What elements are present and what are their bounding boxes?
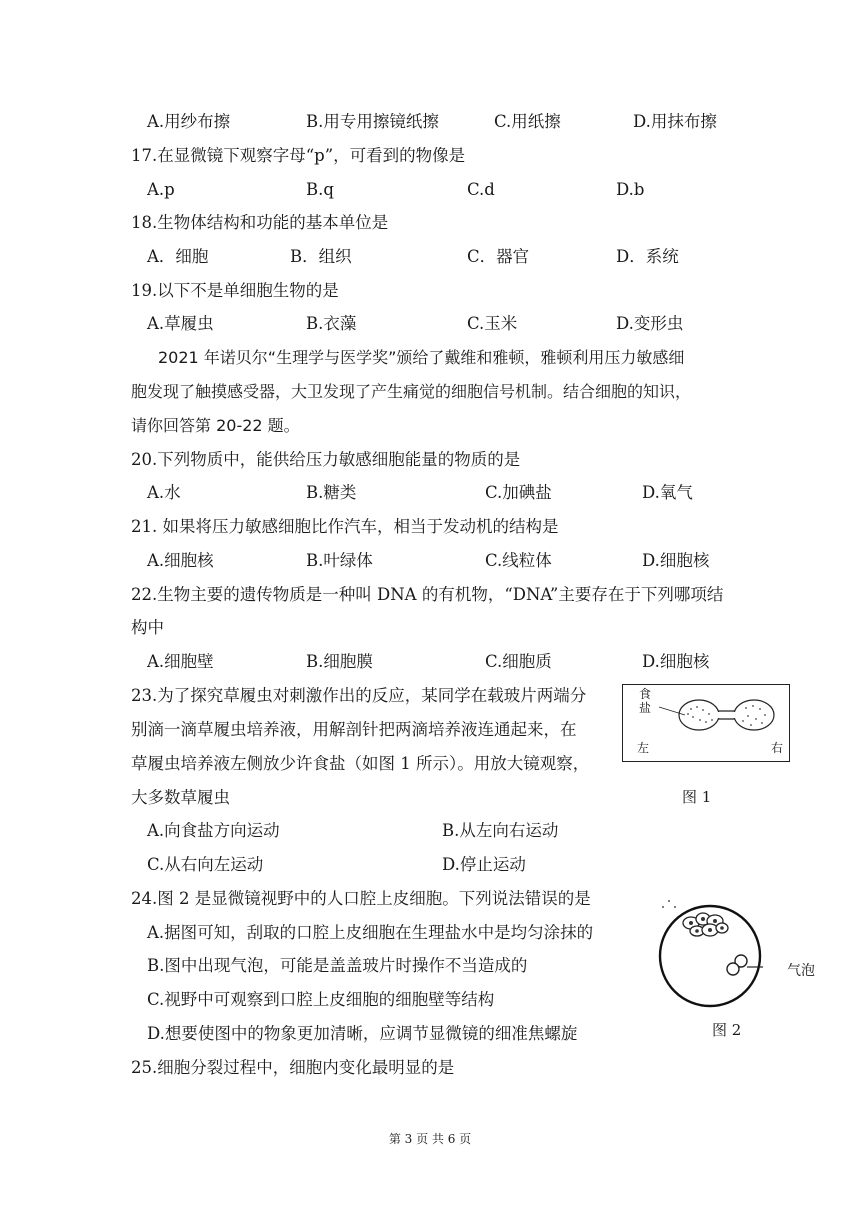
q19-option-c: C.玉米 (467, 314, 518, 333)
q21-option-a: A.细胞核 (147, 551, 214, 570)
q16-option-d: D.用抹布擦 (633, 112, 717, 131)
q19-option-d: D.变形虫 (616, 314, 684, 333)
q24-option-b: B.图中出现气泡，可能是盖盖玻片时操作不当造成的 (147, 956, 528, 975)
q20-option-d: D.氧气 (642, 483, 693, 502)
q22-option-b: B.细胞膜 (306, 652, 373, 671)
q22-option-d: D.细胞核 (642, 652, 710, 671)
figure-2-bubble-label: 气泡 (787, 963, 815, 979)
q21-option-c: C.线粒体 (485, 551, 552, 570)
q18-option-c: C．器官 (467, 247, 530, 266)
q22-option-c: C.细胞质 (485, 652, 552, 671)
passage-line-1: 2021 年诺贝尔“生理学与医学奖”颁给了戴维和雅顿，雅顿利用压力敏感细 (158, 348, 685, 367)
figure-2-caption: 图 2 (712, 1021, 742, 1039)
figure-1-left-label: 左 (637, 741, 650, 755)
figure-1-caption: 图 1 (682, 788, 712, 806)
q18-option-d: D．系统 (616, 247, 679, 266)
q17-option-a: A.p (147, 180, 175, 199)
q17-option-b: B.q (306, 180, 334, 199)
q16-option-a: A.用纱布擦 (147, 112, 231, 131)
q25-stem: 25.细胞分裂过程中，细胞内变化最明显的是 (131, 1058, 455, 1077)
q19-stem: 19.以下不是单细胞生物的是 (131, 281, 339, 300)
passage-line-3: 请你回答第 20-22 题。 (131, 416, 300, 435)
q20-option-a: A.水 (147, 483, 181, 502)
q22-stem-line-2: 构中 (131, 618, 164, 637)
q16-option-c: C.用纸擦 (494, 112, 561, 131)
q17-stem: 17.在显微镜下观察字母“p”，可看到的物像是 (131, 146, 466, 165)
figure-1-salt-label: 食盐 (639, 687, 652, 715)
q24-option-c: C.视野中可观察到口腔上皮细胞的细胞壁等结构 (147, 990, 495, 1009)
figure-2-microscope-view (655, 893, 825, 1019)
q24-stem: 24.图 2 是显微镜视野中的人口腔上皮细胞。下列说法错误的是 (131, 889, 591, 908)
q23-stem-line-2: 别滴一滴草履虫培养液，用解剖针把两滴培养液连通起来，在 (131, 720, 577, 739)
q24-option-d: D.想要使图中的物象更加清晰，应调节显微镜的细准焦螺旋 (147, 1024, 578, 1043)
figure-1-right-label: 右 (771, 741, 784, 755)
q23-option-b: B.从左向右运动 (442, 821, 559, 840)
q19-option-b: B.衣藻 (306, 314, 357, 333)
q18-option-a: A．细胞 (147, 247, 209, 266)
q21-stem: 21. 如果将压力敏感细胞比作汽车，相当于发动机的结构是 (131, 517, 559, 536)
q20-option-c: C.加碘盐 (485, 483, 552, 502)
q24-option-a: A.据图可知，刮取的口腔上皮细胞在生理盐水中是均匀涂抹的 (147, 923, 594, 942)
figure-2-drawing (655, 893, 825, 1019)
q18-option-b: B．组织 (290, 247, 352, 266)
q20-stem: 20.下列物质中，能供给压力敏感细胞能量的物质的是 (131, 450, 521, 469)
q19-option-a: A.草履虫 (147, 314, 214, 333)
q17-option-d: D.b (616, 180, 645, 199)
q21-option-d: D.细胞核 (642, 551, 710, 570)
q23-option-d: D.停止运动 (442, 855, 526, 874)
q23-stem-line-3: 草履虫培养液左侧放少许食盐（如图 1 所示）。用放大镜观察， (131, 754, 590, 773)
q23-option-a: A.向食盐方向运动 (147, 821, 280, 840)
q23-stem-line-1: 23.为了探究草履虫对刺激作出的反应，某同学在载玻片两端分 (131, 686, 587, 705)
q22-option-a: A.细胞壁 (147, 652, 214, 671)
q17-option-c: C.d (467, 180, 495, 199)
q16-option-b: B.用专用擦镜纸擦 (306, 112, 439, 131)
q20-option-b: B.糖类 (306, 483, 357, 502)
q18-stem: 18.生物体结构和功能的基本单位是 (131, 213, 389, 232)
figure-1-slide-diagram (622, 684, 790, 762)
page-footer: 第 3 页 共 6 页 (388, 1132, 472, 1146)
q22-stem-line-1: 22.生物主要的遗传物质是一种叫 DNA 的有机物，“DNA”主要存在于下列哪项结 (131, 585, 724, 604)
q23-option-c: C.从右向左运动 (147, 855, 264, 874)
q21-option-b: B.叶绿体 (306, 551, 373, 570)
passage-line-2: 胞发现了触摸感受器，大卫发现了产生痛觉的细胞信号机制。结合细胞的知识， (131, 382, 692, 401)
q23-stem-line-4: 大多数草履虫 (131, 788, 230, 807)
